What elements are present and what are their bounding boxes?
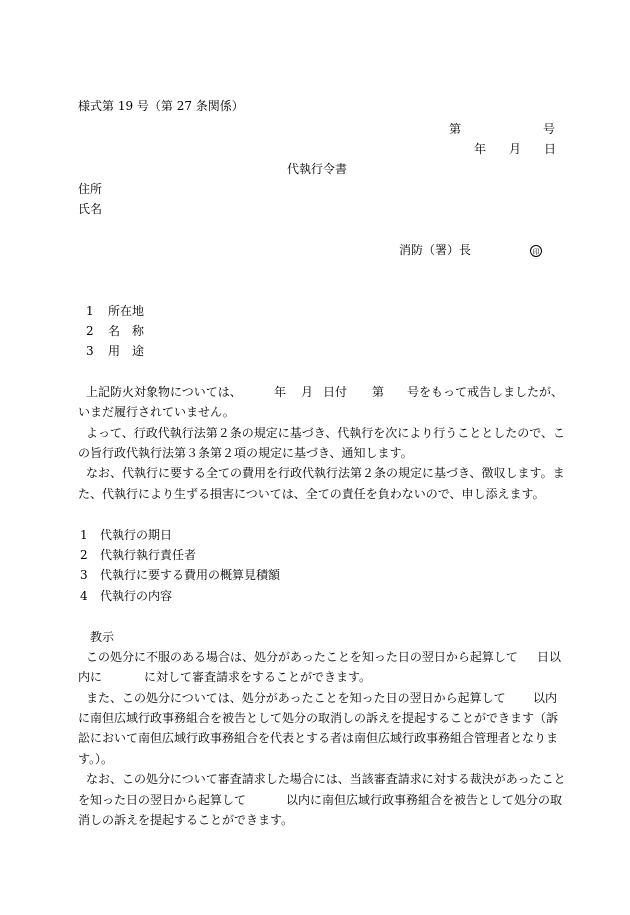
body-p1-no: 第 [372,385,385,399]
body-p3-line2: た、代執行により生ずる損害については、全ての責任を負わないので、申し添えます。 [78,487,545,501]
property-item-num: 2 [86,324,94,338]
seal-icon: 印 [530,245,542,257]
property-item-num: 1 [86,304,94,318]
body-p1-day: 日付 [323,385,348,399]
notice-a-line1-right: 日以 [537,650,562,664]
notice-c-line2-right: 以内に南但広域行政事務組合を被告として処分の取 [286,793,563,807]
notice-heading: 教示 [90,630,115,644]
seal-mark [530,243,542,257]
notice-b-line3: 訟において南但広域行政事務組合を代表とする者は南但広域行政事務組合管理者となりま [78,731,559,745]
notice-b-line1-right: 以内 [533,691,558,705]
body-p1-month: 月 [301,385,314,399]
execution-item-num: 2 [80,548,88,562]
notice-a-line1-left: この処分に不服のある場合は、処分があったことを知った日の翌日から起算して [86,650,518,664]
notice-c-line1: なお、この処分について審査請求した場合には、当該審査請求に対する裁決があったこと [86,772,566,786]
execution-item-date: 代執行の期日 [100,528,173,542]
notice-c-line2-left: を知った日の翌日から起算して [78,793,247,807]
document-title: 代執行令書 [287,162,348,176]
body-p1-prefix: 上記防火対象物については、 [86,385,242,399]
body-p1-suffix: 号をもって戒告しましたが、 [407,385,564,399]
doc-number-suffix: 号 [543,122,556,136]
date-year: 年 [474,142,487,156]
notice-b-line1-left: また、この処分については、処分があったことを知った日の翌日から起算して [86,691,506,705]
body-p3-line1: なお、代執行に要する全ての費用を行政代執行法第２条の規定に基づき、徴収します。ま [86,466,565,480]
execution-item-num: 4 [80,589,88,603]
date-month: 月 [509,142,522,156]
property-item-use: 用 途 [108,344,145,358]
name-label: 氏名 [78,202,103,216]
property-item-num: 3 [86,344,94,358]
execution-item-num: 3 [80,568,88,582]
notice-a-line2-right: に対して審査請求をすることができます。 [144,670,372,684]
form-number: 様式第 19 号（第 27 条関係） [78,99,244,113]
body-p1-line2: いまだ履行されていません。 [78,405,235,419]
issuer-title: 消防（署）長 [399,243,472,257]
notice-b-line2: に南但広域行政事務組合を被告として処分の取消しの訴えを提起することができます（訴 [78,711,559,725]
body-p2-line1: よって、行政代執行法第２条の規定に基づき、代執行を次により行うこととしたので、こ [86,426,566,440]
execution-item-num: 1 [80,528,88,542]
doc-number-prefix: 第 [449,122,462,136]
execution-item-responsible: 代執行執行責任者 [100,548,197,562]
execution-item-cost: 代執行に要する費用の概算見積額 [100,568,281,582]
body-p2-line2: の旨行政代執行法第３条第２項の規定に基づき、通知します。 [78,446,413,460]
notice-a-line2-left: 内に [78,670,103,684]
execution-item-content: 代執行の内容 [100,589,173,603]
notice-b-line4: す。）。 [78,752,114,766]
address-label: 住所 [78,182,103,196]
body-p1-year: 年 [274,385,287,399]
date-day: 日 [544,142,557,156]
notice-c-line3: 消しの訴えを提起することができます。 [78,813,294,827]
property-item-location: 所在地 [108,304,145,318]
property-item-name: 名 称 [108,324,145,338]
